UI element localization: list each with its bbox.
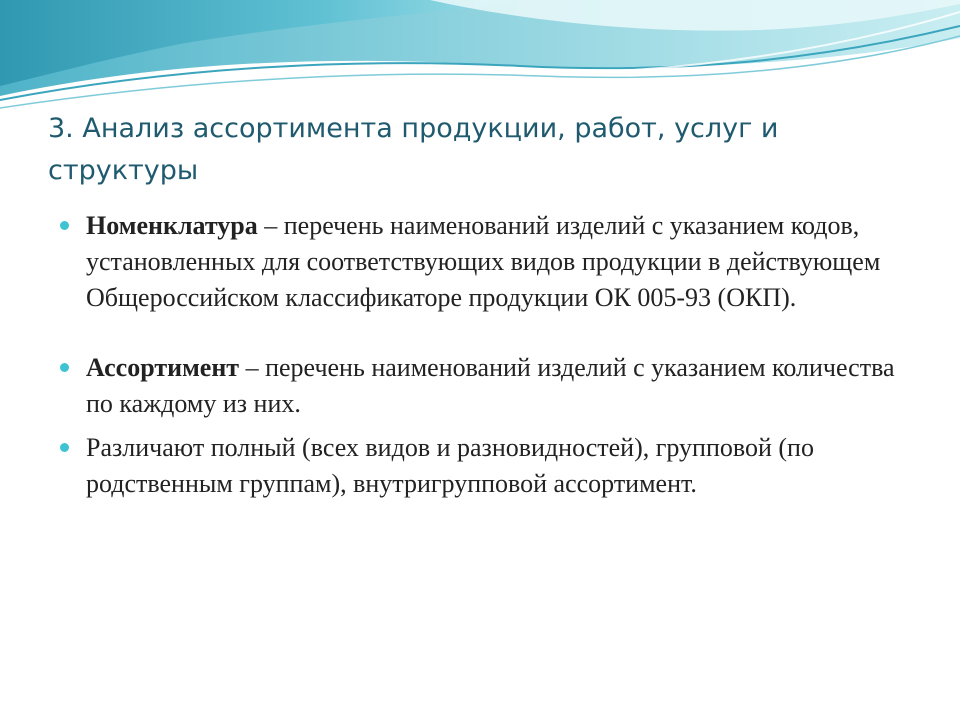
slide-title: 3. Анализ ассортимента продукции, работ, услуг и структуры bbox=[48, 113, 779, 186]
bullet-item-nomenclature bbox=[60, 208, 920, 316]
wave-header-decoration bbox=[0, 0, 960, 120]
bullet-term: Номенклатура bbox=[86, 211, 258, 240]
bullet-text: – перечень наименований изделий с указанием количества по каждому из них. bbox=[86, 353, 895, 418]
bullet-list bbox=[60, 208, 920, 502]
bullet-dot-icon bbox=[60, 443, 69, 452]
bullet-text: – перечень наименований изделий с указанием кодов, установленных для соответствующих видов продукции в действующем Общероссийском классификаторе продукции ОК 005-93 (ОКП). bbox=[86, 211, 881, 312]
bullet-dot-icon bbox=[60, 363, 69, 372]
bullet-text: Различают полный (всех видов и разновидностей), групповой (по родственным группам), внутригрупповой ассортимент. bbox=[86, 433, 814, 498]
bullet-term: Ассортимент bbox=[86, 353, 240, 382]
bullet-item-types bbox=[60, 430, 920, 502]
bullet-dot-icon bbox=[60, 221, 69, 230]
bullet-item-assortment bbox=[60, 350, 920, 422]
